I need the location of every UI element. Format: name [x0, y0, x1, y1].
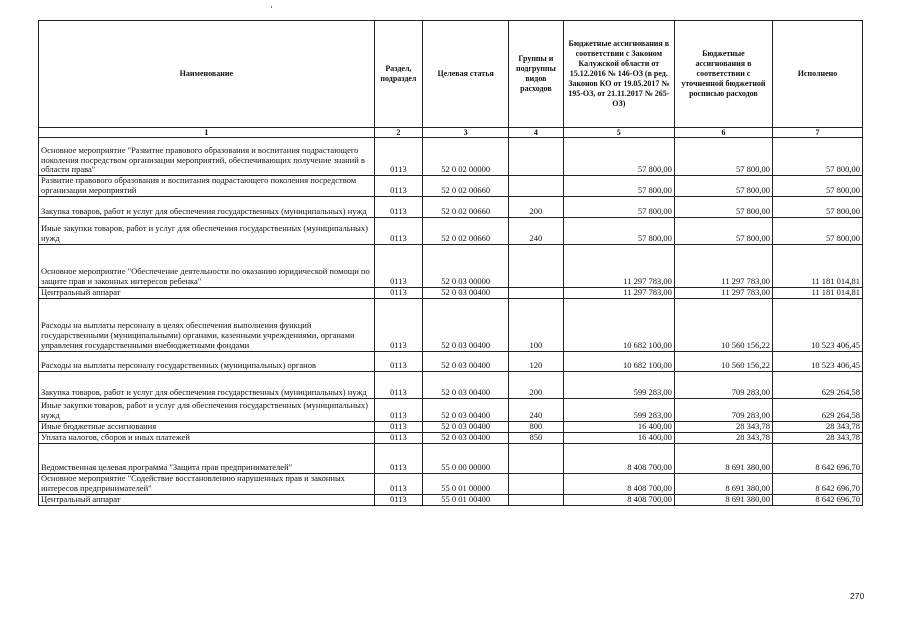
cell-group: 200 [509, 196, 564, 217]
cell-group: 200 [509, 371, 564, 398]
colnum: 5 [563, 128, 674, 138]
cell-done: 57 800,00 [772, 176, 862, 197]
cell-target: 55 0 00 00000 [423, 443, 509, 473]
cell-target: 52 0 03 00400 [423, 421, 509, 432]
cell-group: 240 [509, 398, 564, 421]
cell-done: 10 523 406,45 [772, 298, 862, 351]
table-row [39, 217, 863, 244]
cell-name: Центральный аппарат [39, 494, 375, 505]
cell-target: 52 0 03 00400 [423, 351, 509, 371]
cell-section: 0113 [374, 217, 423, 244]
cell-done: 28 343,78 [772, 421, 862, 432]
table-header-row [39, 21, 863, 128]
cell-assign-law: 8 408 700,00 [563, 443, 674, 473]
cell-done: 57 800,00 [772, 217, 862, 244]
table-row [39, 287, 863, 298]
cell-group: 850 [509, 432, 564, 443]
table-row [39, 432, 863, 443]
cell-assign-updated: 57 800,00 [674, 196, 772, 217]
cell-group [509, 494, 564, 505]
cell-group: 800 [509, 421, 564, 432]
cell-name: Уплата налогов, сборов и иных платежей [39, 432, 375, 443]
cell-done: 11 181 014,81 [772, 287, 862, 298]
cell-section: 0113 [374, 432, 423, 443]
cell-name: Основное мероприятие "Содействие восстановлению нарушенных прав и законных интересов предпринимателей" [39, 473, 375, 494]
cell-assign-law: 8 408 700,00 [563, 473, 674, 494]
cell-name: Иные закупки товаров, работ и услуг для обеспечения государственных (муниципальных) нужд [39, 398, 375, 421]
budget-table [38, 20, 863, 506]
cell-done: 10 523 406,45 [772, 351, 862, 371]
cell-group [509, 473, 564, 494]
cell-target: 55 0 01 00000 [423, 473, 509, 494]
cell-assign-law: 16 400,00 [563, 421, 674, 432]
cell-done: 629 264,58 [772, 398, 862, 421]
cell-assign-updated: 8 691 380,00 [674, 473, 772, 494]
cell-assign-updated: 709 283,00 [674, 398, 772, 421]
cell-done: 8 642 696,70 [772, 494, 862, 505]
header-target: Целевая статья [423, 21, 509, 128]
page-number: 270 [850, 591, 865, 601]
cell-assign-updated: 8 691 380,00 [674, 443, 772, 473]
cell-target: 52 0 03 00000 [423, 244, 509, 287]
cell-group: 120 [509, 351, 564, 371]
cell-assign-law: 599 283,00 [563, 398, 674, 421]
cell-group [509, 138, 564, 176]
cell-group [509, 443, 564, 473]
cell-assign-updated: 11 297 783,00 [674, 287, 772, 298]
cell-name: Закупка товаров, работ и услуг для обеспечения государственных (муниципальных) нужд [39, 196, 375, 217]
cell-target: 52 0 03 00400 [423, 398, 509, 421]
cell-group [509, 176, 564, 197]
colnum: 2 [374, 128, 423, 138]
cell-assign-updated: 57 800,00 [674, 217, 772, 244]
cell-target: 55 0 01 00400 [423, 494, 509, 505]
cell-target: 52 0 02 00000 [423, 138, 509, 176]
cell-group: 100 [509, 298, 564, 351]
table-row [39, 351, 863, 371]
cell-assign-updated: 28 343,78 [674, 421, 772, 432]
cell-assign-updated: 10 560 156,22 [674, 351, 772, 371]
cell-assign-law: 8 408 700,00 [563, 494, 674, 505]
header-section: Раздел, подраздел [374, 21, 423, 128]
cell-section: 0113 [374, 443, 423, 473]
cell-assign-updated: 57 800,00 [674, 138, 772, 176]
cell-section: 0113 [374, 138, 423, 176]
cell-done: 8 642 696,70 [772, 473, 862, 494]
cell-name: Развитие правового образования и воспитания подрастающего поколения посредством организации мероприятий [39, 176, 375, 197]
cell-section: 0113 [374, 298, 423, 351]
colnum: 4 [509, 128, 564, 138]
cell-done: 629 264,58 [772, 371, 862, 398]
cell-assign-law: 11 297 783,00 [563, 287, 674, 298]
cell-assign-updated: 57 800,00 [674, 176, 772, 197]
header-name: Наименование [39, 21, 375, 128]
cell-section: 0113 [374, 473, 423, 494]
cell-assign-updated: 10 560 156,22 [674, 298, 772, 351]
cell-assign-updated: 8 691 380,00 [674, 494, 772, 505]
colnum: 7 [772, 128, 862, 138]
table-row [39, 371, 863, 398]
table-row [39, 421, 863, 432]
cell-name: Основное мероприятие "Развитие правового образования и воспитания подрастающего поколения посредством организации мероприятий, обеспечивающих получение знаний в области права" [39, 138, 375, 176]
cell-assign-updated: 11 297 783,00 [674, 244, 772, 287]
cell-group [509, 287, 564, 298]
cell-section: 0113 [374, 398, 423, 421]
cell-assign-law: 10 682 100,00 [563, 351, 674, 371]
table-row [39, 443, 863, 473]
table-row [39, 196, 863, 217]
cell-name: Центральный аппарат [39, 287, 375, 298]
header-assign-updated: Бюджетные ассигнования в соответствии с уточненной бюджетной росписью расходов [674, 21, 772, 128]
cell-target: 52 0 03 00400 [423, 298, 509, 351]
cell-target: 52 0 03 00400 [423, 287, 509, 298]
cell-target: 52 0 02 00660 [423, 196, 509, 217]
cell-target: 52 0 02 00660 [423, 176, 509, 197]
cell-name: Закупка товаров, работ и услуг для обеспечения государственных (муниципальных) нужд [39, 371, 375, 398]
cell-done: 57 800,00 [772, 138, 862, 176]
cell-done: 8 642 696,70 [772, 443, 862, 473]
cell-section: 0113 [374, 244, 423, 287]
cell-section: 0113 [374, 287, 423, 298]
cell-assign-law: 57 800,00 [563, 196, 674, 217]
cell-assign-law: 57 800,00 [563, 176, 674, 197]
cell-name: Ведомственная целевая программа "Защита прав предпринимателей" [39, 443, 375, 473]
cell-section: 0113 [374, 176, 423, 197]
cell-name: Иные закупки товаров, работ и услуг для обеспечения государственных (муниципальных) нужд [39, 217, 375, 244]
table-row [39, 494, 863, 505]
cell-name: Основное мероприятие "Обеспечение деятельности по оказанию юридической помощи по защите прав и законных интересов ребенка" [39, 244, 375, 287]
header-group: Группы и подгруппы видов расходов [509, 21, 564, 128]
cell-assign-law: 16 400,00 [563, 432, 674, 443]
cell-name: Расходы на выплаты персоналу государственных (муниципальных) органов [39, 351, 375, 371]
cell-assign-law: 57 800,00 [563, 217, 674, 244]
cell-section: 0113 [374, 351, 423, 371]
table-row [39, 398, 863, 421]
cell-assign-law: 57 800,00 [563, 138, 674, 176]
table-row [39, 473, 863, 494]
table-row [39, 138, 863, 176]
cell-assign-updated: 709 283,00 [674, 371, 772, 398]
cell-group [509, 244, 564, 287]
cell-target: 52 0 03 00400 [423, 432, 509, 443]
cell-done: 28 343,78 [772, 432, 862, 443]
cell-done: 11 181 014,81 [772, 244, 862, 287]
cell-done: 57 800,00 [772, 196, 862, 217]
cell-name: Иные бюджетные ассигнования [39, 421, 375, 432]
cell-target: 52 0 02 00660 [423, 217, 509, 244]
header-assign-law: Бюджетные ассигнования в соответствии с Законом Калужской области от 15.12.2016 № 146-ОЗ (в ред. Законов КО от 19.05.2017 № 195-ОЗ, от 21.11.2017 № 265-ОЗ) [563, 21, 674, 128]
colnum: 1 [39, 128, 375, 138]
colnum: 6 [674, 128, 772, 138]
cell-section: 0113 [374, 371, 423, 398]
cell-section: 0113 [374, 494, 423, 505]
cell-assign-law: 11 297 783,00 [563, 244, 674, 287]
cell-target: 52 0 03 00400 [423, 371, 509, 398]
table-row [39, 298, 863, 351]
cell-assign-law: 10 682 100,00 [563, 298, 674, 351]
cell-assign-updated: 28 343,78 [674, 432, 772, 443]
scan-mark [271, 6, 272, 8]
cell-name: Расходы на выплаты персоналу в целях обеспечения выполнения функций государственными (муниципальными) органами, казенными учреждениями, органами управления государственными внебюджетными фондами [39, 298, 375, 351]
table-row [39, 176, 863, 197]
cell-section: 0113 [374, 196, 423, 217]
colnum: 3 [423, 128, 509, 138]
cell-section: 0113 [374, 421, 423, 432]
cell-assign-law: 599 283,00 [563, 371, 674, 398]
column-numbers-row [39, 128, 863, 138]
table-row [39, 244, 863, 287]
cell-group: 240 [509, 217, 564, 244]
header-done: Исполнено [772, 21, 862, 128]
